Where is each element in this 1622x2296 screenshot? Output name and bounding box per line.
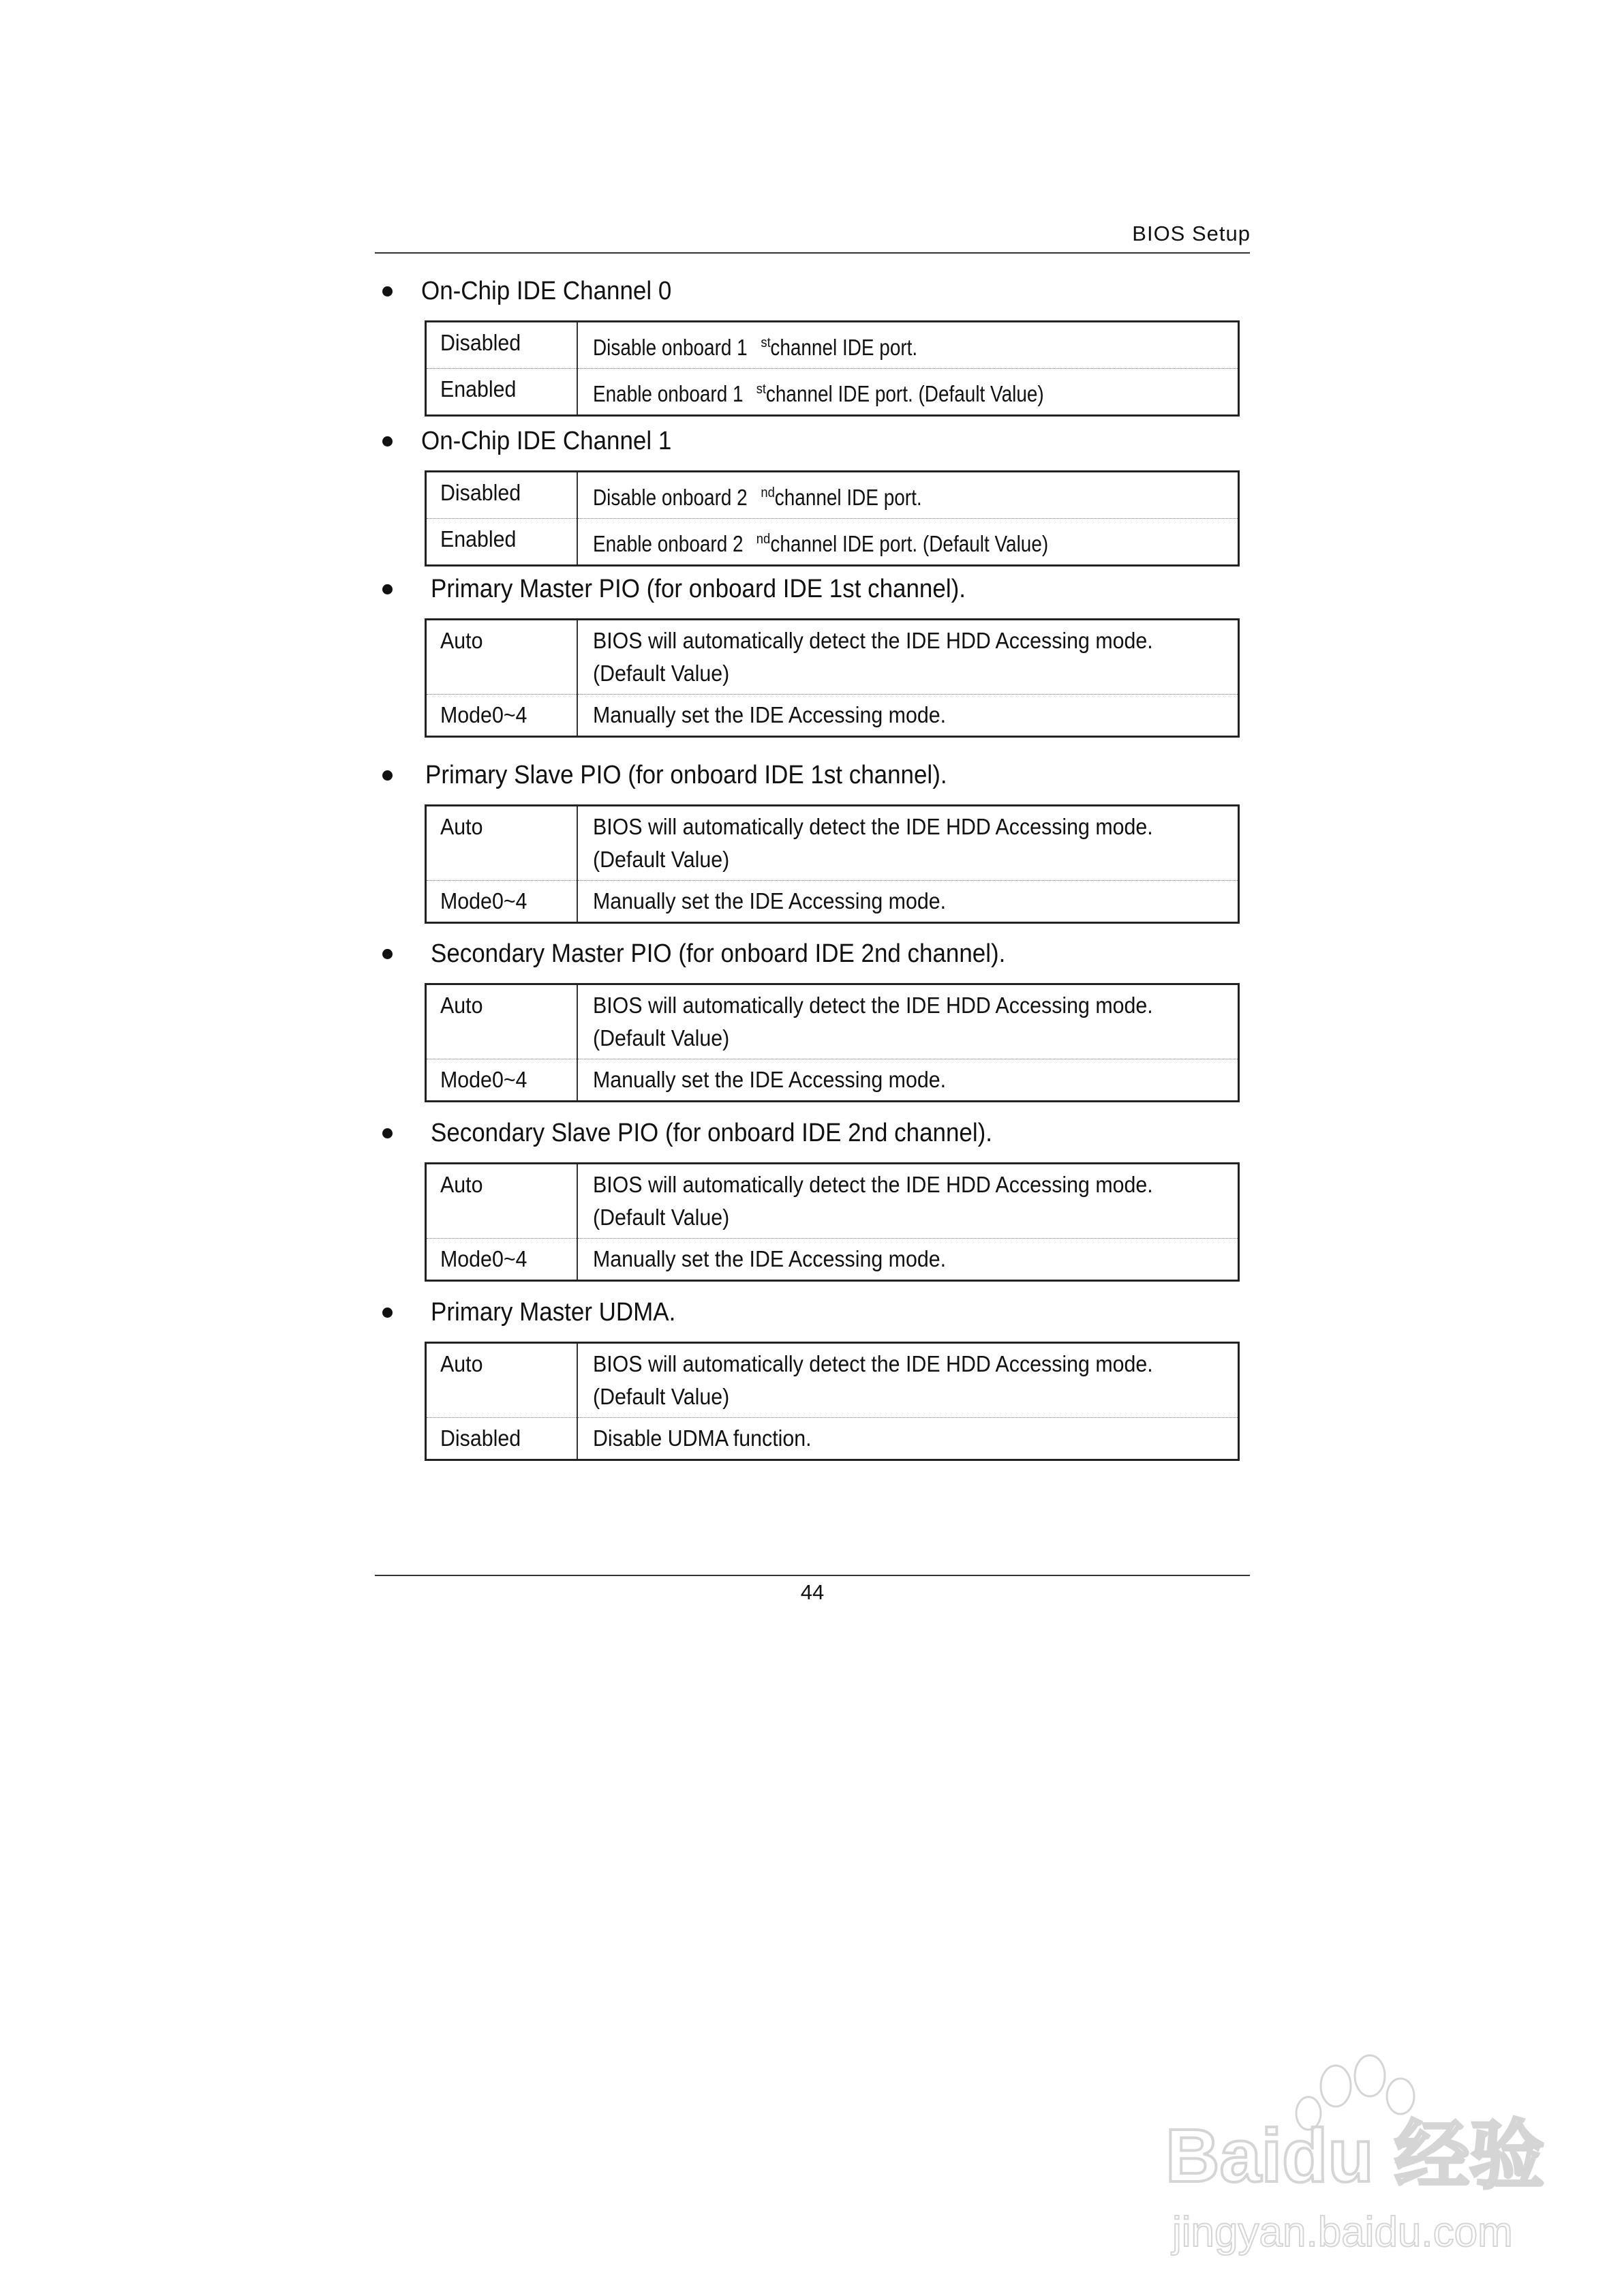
section-primary-master-udma — [375, 1293, 1250, 1461]
table-row — [426, 519, 1239, 566]
option-key: Auto — [440, 993, 483, 1018]
options-table — [425, 1162, 1240, 1282]
section-heading: Primary Master PIO (for onboard IDE 1st channel). — [375, 569, 1250, 609]
option-desc: Enable onboard 1 $^{st}$channel IDE port. (Default Value) — [593, 381, 1044, 406]
section-secondary-master-pio — [375, 934, 1250, 1102]
option-desc-default: (Default Value) — [593, 1025, 730, 1051]
option-desc: Disable onboard 2 $^{nd}$channel IDE port. — [593, 485, 922, 510]
bullet-icon — [382, 436, 393, 447]
bullet-icon — [382, 949, 393, 959]
table-row — [426, 806, 1239, 881]
bullet-icon — [382, 1308, 393, 1318]
section-heading: On-Chip IDE Channel 0 — [375, 271, 1250, 311]
option-desc: Disable onboard 1 $^{st}$channel IDE port. — [593, 335, 918, 360]
option-key: Mode0~4 — [440, 1067, 527, 1092]
header-title: BIOS Setup — [1132, 222, 1251, 245]
section-ide-channel-1 — [375, 421, 1250, 567]
option-desc: BIOS will automatically detect the IDE HDD Accessing mode. — [593, 993, 1153, 1018]
bullet-icon — [382, 286, 393, 297]
option-key: Mode0~4 — [440, 702, 527, 727]
option-key: Mode0~4 — [440, 1246, 527, 1271]
option-key: Disabled — [440, 330, 521, 355]
option-key: Enabled — [440, 376, 517, 402]
option-desc: Manually set the IDE Accessing mode. — [593, 702, 947, 727]
option-key: Enabled — [440, 526, 517, 552]
option-desc: Manually set the IDE Accessing mode. — [593, 1246, 947, 1271]
table-row — [426, 695, 1239, 737]
section-primary-master-pio — [375, 569, 1250, 738]
table-row — [426, 984, 1239, 1059]
option-desc: Enable onboard 2 $^{nd}$channel IDE port. (Default Value) — [593, 531, 1048, 556]
option-desc: BIOS will automatically detect the IDE HDD Accessing mode. — [593, 1172, 1153, 1197]
section-heading: Primary Slave PIO (for onboard IDE 1st channel). — [375, 755, 1250, 795]
table-row — [426, 1418, 1239, 1460]
options-table — [425, 804, 1240, 924]
section-ide-channel-0 — [375, 271, 1250, 417]
option-desc: Manually set the IDE Accessing mode. — [593, 888, 947, 913]
baidu-watermark — [1152, 2045, 1547, 2263]
option-desc: BIOS will automatically detect the IDE HDD Accessing mode. — [593, 1351, 1153, 1376]
option-desc-default: (Default Value) — [593, 1205, 730, 1230]
option-desc-default: (Default Value) — [593, 1384, 730, 1409]
option-key: Mode0~4 — [440, 888, 527, 913]
table-row — [426, 369, 1239, 416]
section-secondary-slave-pio — [375, 1113, 1250, 1282]
options-table — [425, 618, 1240, 738]
header-rule — [375, 252, 1250, 254]
option-desc: Manually set the IDE Accessing mode. — [593, 1067, 947, 1092]
section-heading: Secondary Slave PIO (for onboard IDE 2nd channel). — [375, 1113, 1250, 1153]
options-table — [425, 470, 1240, 567]
section-heading: On-Chip IDE Channel 1 — [375, 421, 1250, 461]
table-row — [426, 1343, 1239, 1418]
option-key: Auto — [440, 1172, 483, 1197]
option-key: Auto — [440, 814, 483, 839]
table-row — [426, 881, 1239, 923]
options-table — [425, 1342, 1240, 1461]
option-desc-default: (Default Value) — [593, 661, 730, 686]
table-row — [426, 1059, 1239, 1102]
option-key: Disabled — [440, 480, 521, 505]
options-table — [425, 983, 1240, 1102]
option-desc: Disable UDMA function. — [593, 1425, 812, 1451]
option-desc-default: (Default Value) — [593, 847, 730, 872]
option-desc: BIOS will automatically detect the IDE HDD Accessing mode. — [593, 628, 1153, 653]
table-row — [426, 620, 1239, 695]
option-key: Auto — [440, 628, 483, 653]
bullet-icon — [382, 1128, 393, 1138]
option-key: Disabled — [440, 1425, 521, 1451]
option-desc: BIOS will automatically detect the IDE HDD Accessing mode. — [593, 814, 1153, 839]
section-heading: Secondary Master PIO (for onboard IDE 2nd channel). — [375, 934, 1250, 973]
table-row — [426, 1164, 1239, 1239]
bullet-icon — [382, 584, 393, 594]
watermark-brand: Baidu 经验 — [1165, 2114, 1545, 2198]
bullet-icon — [382, 770, 393, 781]
footer-rule — [375, 1575, 1250, 1576]
section-heading: Primary Master UDMA. — [375, 1293, 1250, 1332]
page-number: 44 — [800, 1580, 825, 1604]
watermark-url: jingyan.baidu.com — [1172, 2209, 1513, 2256]
section-primary-slave-pio — [375, 755, 1250, 924]
table-row — [426, 1239, 1239, 1281]
table-row — [426, 322, 1239, 369]
table-row — [426, 472, 1239, 519]
options-table — [425, 320, 1240, 417]
option-key: Auto — [440, 1351, 483, 1376]
